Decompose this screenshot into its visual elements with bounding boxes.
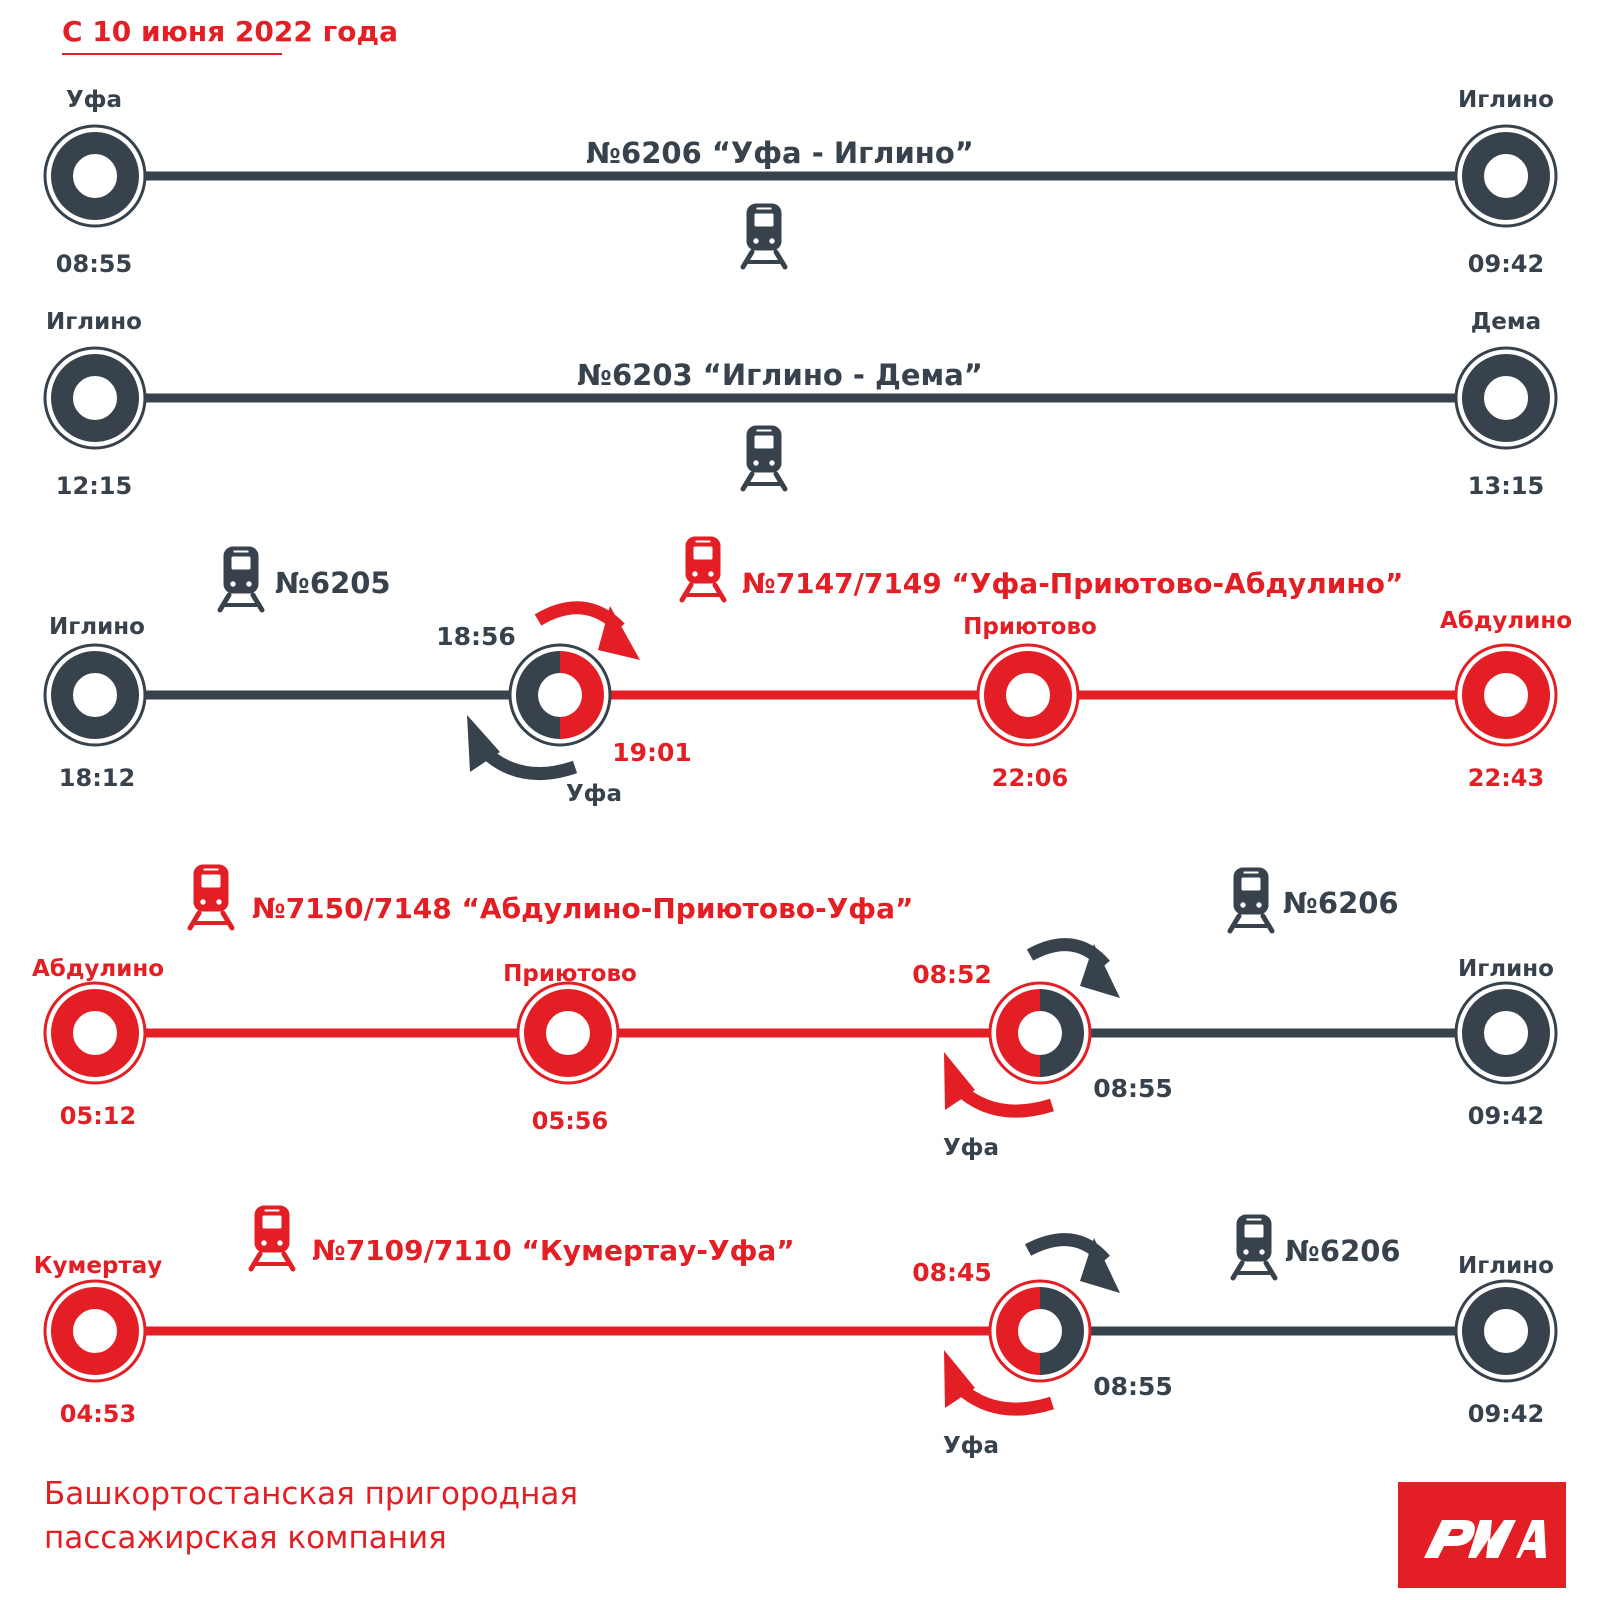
- station-priyutovo-marker: [518, 983, 618, 1083]
- station-label: Уфа: [942, 1135, 1000, 1161]
- transfer-station-ufa-marker: [990, 1281, 1090, 1381]
- transfer-station-ufa-marker: [990, 983, 1090, 1083]
- station-iglino-marker: [1456, 126, 1556, 226]
- route-7150-7148-6206: [32, 865, 1556, 1161]
- station-label: Уфа: [942, 1433, 1000, 1459]
- station-time: 08:55: [55, 250, 133, 278]
- station-time: 18:12: [58, 764, 136, 792]
- station-time: 05:56: [531, 1107, 609, 1135]
- station-label: Абдулино: [1439, 608, 1573, 634]
- station-label: Уфа: [65, 87, 123, 113]
- station-time: 09:42: [1467, 1102, 1545, 1130]
- train-icon: [1233, 1215, 1275, 1278]
- station-kumertau-marker: [45, 1281, 145, 1381]
- station-label: Иглино: [46, 309, 142, 335]
- train-icon: [220, 547, 262, 610]
- route-6206-ufa-iglino: [45, 87, 1556, 278]
- station-label: Иглино: [49, 614, 145, 640]
- station-time: 12:15: [55, 472, 133, 500]
- station-label: Иглино: [1458, 87, 1554, 113]
- station-label: Кумертау: [33, 1253, 163, 1279]
- station-abdulino-marker: [45, 983, 145, 1083]
- station-iglino-marker: [45, 348, 145, 448]
- station-time: 04:53: [59, 1400, 137, 1428]
- company-name-line2: пассажирская компания: [44, 1520, 447, 1556]
- station-iglino-marker: [1456, 1281, 1556, 1381]
- route-title: №6203 “Иглино - Дема”: [577, 358, 983, 392]
- station-time: 13:15: [1467, 472, 1545, 500]
- train-icon: [190, 865, 232, 928]
- arrival-time: 08:52: [912, 960, 992, 989]
- rzd-logo-icon: [1398, 1482, 1566, 1588]
- station-iglino-marker: [1456, 983, 1556, 1083]
- station-label: Дема: [1470, 309, 1542, 335]
- station-time: 22:43: [1467, 764, 1545, 792]
- train-number: №6206: [1285, 1234, 1401, 1268]
- train-icon: [682, 537, 724, 600]
- route-6203-iglino-dema: [45, 309, 1556, 500]
- train-icon: [1230, 868, 1272, 931]
- train-number: №6205: [275, 566, 391, 600]
- route-6205-7147-7149: [45, 537, 1572, 807]
- station-abdulino-marker: [1456, 645, 1556, 745]
- arrival-time: 18:56: [436, 622, 516, 651]
- train-icon: [743, 426, 785, 489]
- station-label: Абдулино: [31, 956, 165, 982]
- train-icon: [251, 1206, 293, 1269]
- departure-time: 19:01: [612, 738, 692, 767]
- station-label: Иглино: [1458, 956, 1554, 982]
- company-name: [44, 1472, 578, 1560]
- company-name-line1: Башкортостанская пригородная: [44, 1476, 578, 1512]
- station-time: 22:06: [991, 764, 1069, 792]
- departure-time: 08:55: [1093, 1074, 1173, 1103]
- route-title: №7150/7148 “Абдулино-Приютово-Уфа”: [252, 892, 914, 925]
- route-7109-7110-6206: [34, 1206, 1556, 1459]
- station-label: Приютово: [963, 614, 1097, 640]
- train-icon: [743, 204, 785, 267]
- departure-time: 08:55: [1093, 1372, 1173, 1401]
- station-iglino-marker: [45, 645, 145, 745]
- station-time: 09:42: [1467, 250, 1545, 278]
- route-title: №7147/7149 “Уфа-Приютово-Абдулино”: [742, 567, 1404, 600]
- station-label: Приютово: [503, 961, 637, 987]
- train-number: №6206: [1283, 886, 1399, 920]
- route-title: №7109/7110 “Кумертау-Уфа”: [312, 1234, 795, 1267]
- station-time: 05:12: [59, 1102, 137, 1130]
- station-dema-marker: [1456, 348, 1556, 448]
- transfer-station-ufa-marker: [510, 645, 610, 745]
- effective-date: С 10 июня 2022 года: [62, 15, 398, 48]
- route-title: №6206 “Уфа - Иглино”: [586, 136, 974, 170]
- rzd-logo: [1398, 1482, 1566, 1588]
- station-label: Уфа: [565, 781, 623, 807]
- arrival-time: 08:45: [912, 1258, 992, 1287]
- station-time: 09:42: [1467, 1400, 1545, 1428]
- station-label: Иглино: [1458, 1253, 1554, 1279]
- station-priyutovo-marker: [978, 645, 1078, 745]
- station-ufa-marker: [45, 126, 145, 226]
